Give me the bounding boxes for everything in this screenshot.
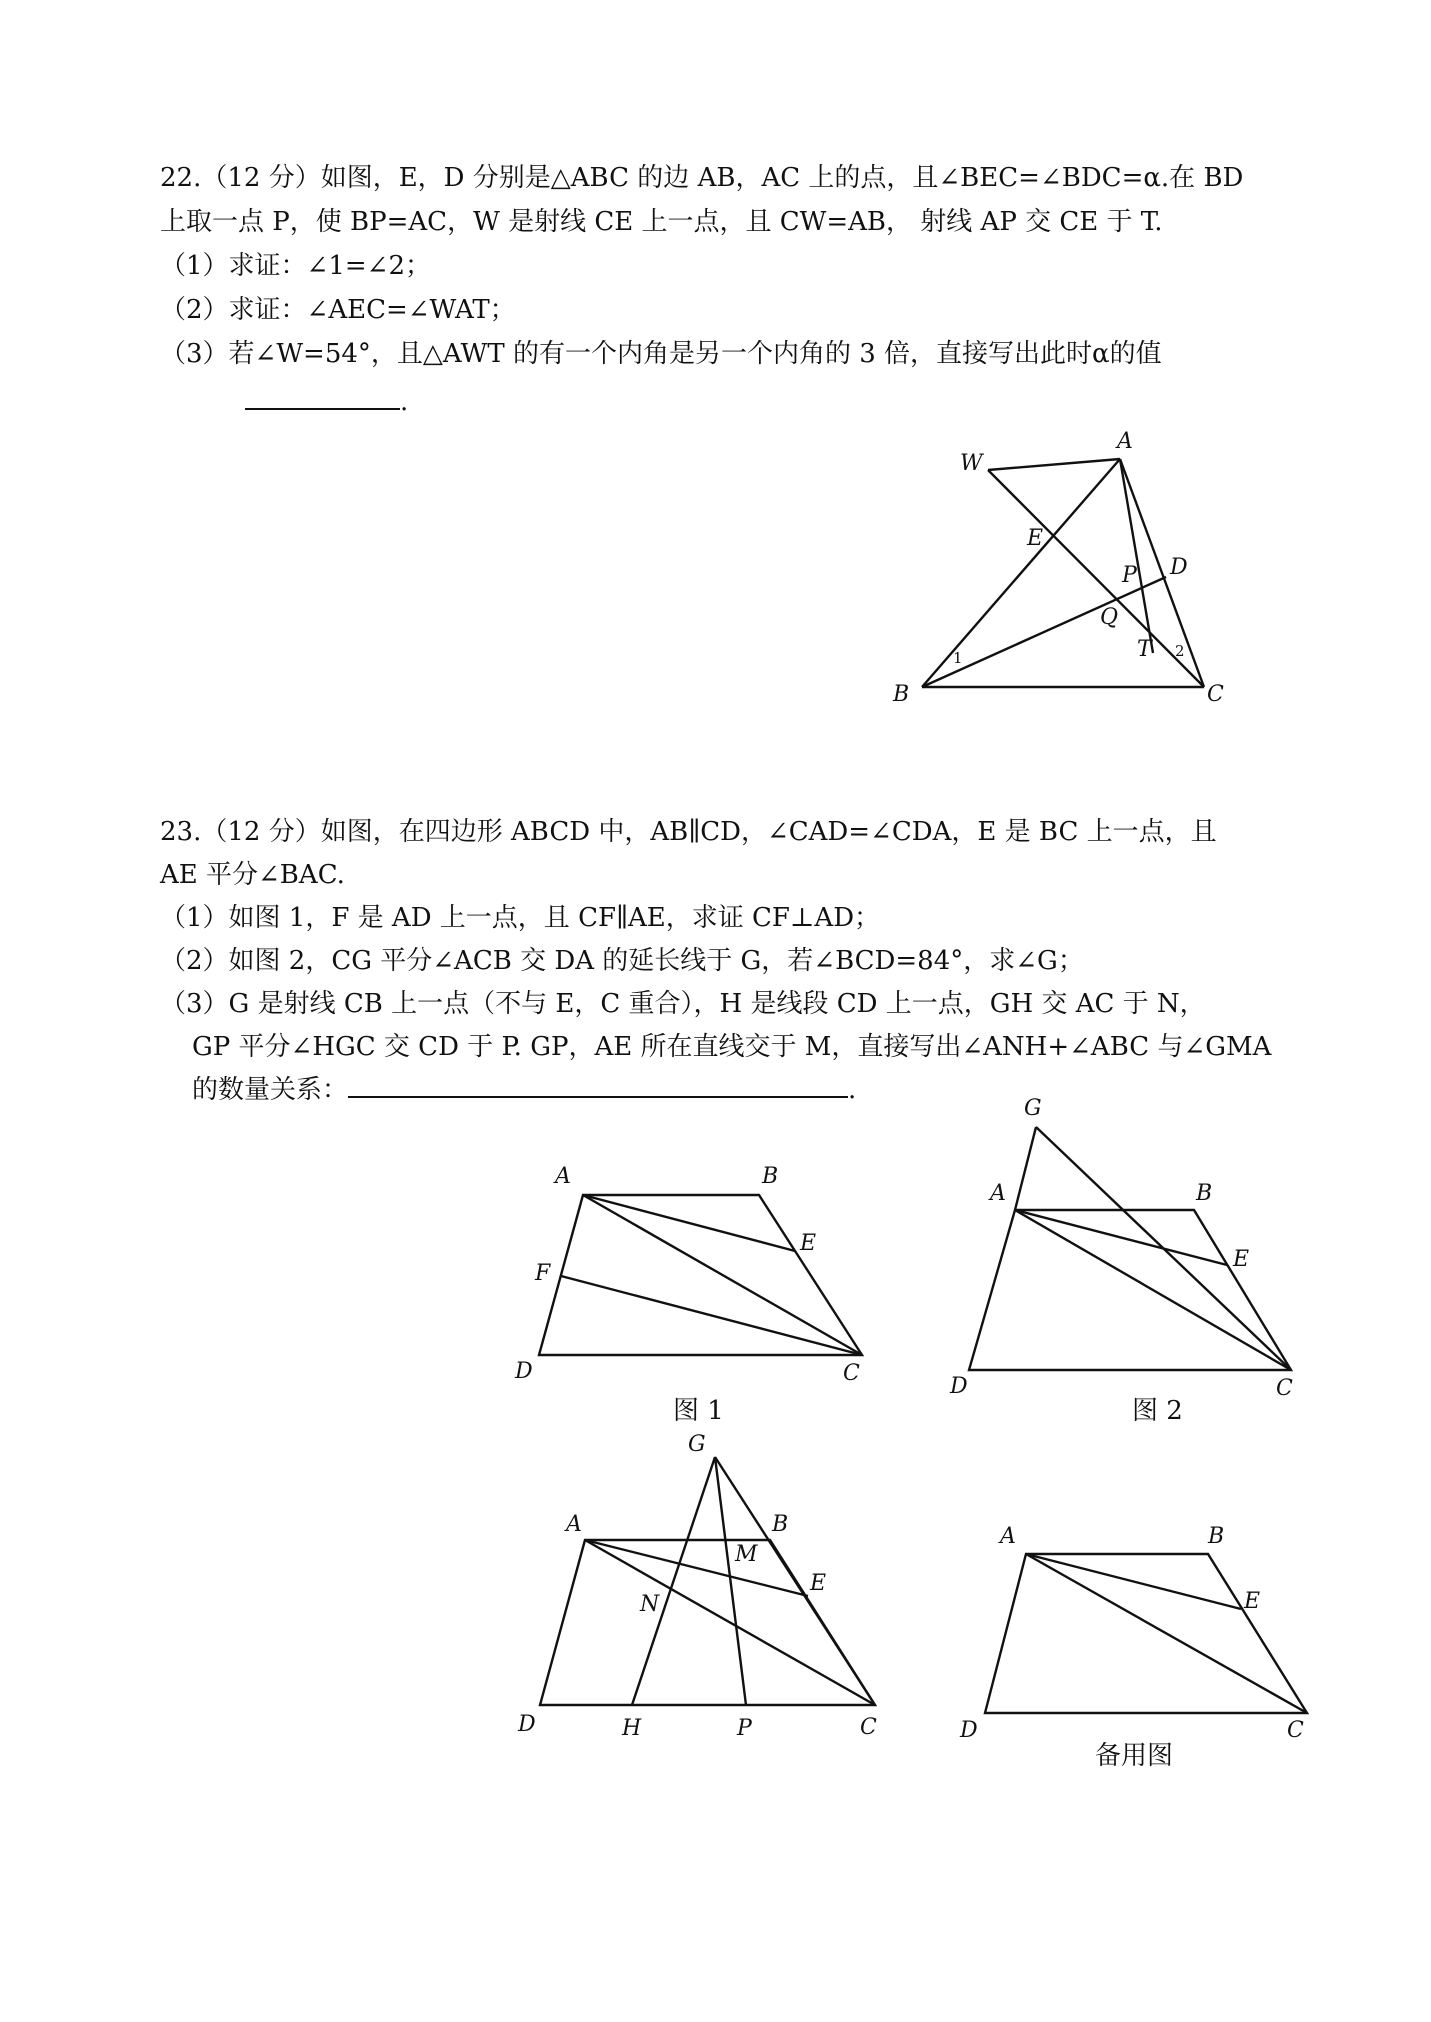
label-a: A bbox=[1117, 429, 1133, 454]
fig4-label-c: C bbox=[1287, 1718, 1304, 1743]
label-b: B bbox=[893, 682, 910, 707]
fig2-extension-ag bbox=[1015, 1127, 1036, 1210]
figure-1 bbox=[514, 1164, 862, 1386]
caption-figure-2: 图 2 bbox=[1132, 1396, 1183, 1426]
fig1-label-d: D bbox=[515, 1359, 533, 1384]
q23-part3-a: （3）G 是射线 CB 上一点（不与 E，C 重合），H 是线段 CD 上一点，GH 交 AC 于 N， bbox=[160, 989, 1206, 1019]
caption-figure-1: 图 1 bbox=[673, 1396, 724, 1426]
figure-spare bbox=[959, 1524, 1307, 1743]
fig3-label-b: B bbox=[772, 1512, 789, 1537]
fig3-label-e: E bbox=[810, 1571, 827, 1596]
label-angle-1: 1 bbox=[953, 649, 963, 667]
fig2-label-e: E bbox=[1233, 1247, 1250, 1272]
q22-line1: 22.（12 分）如图，E，D 分别是△ABC 的边 AB，AC 上的点，且∠BEC=∠BDC=α.在 BD bbox=[160, 163, 1244, 193]
fig4-label-a: A bbox=[1000, 1524, 1016, 1549]
fig3-segment-gh bbox=[632, 1457, 715, 1705]
fig3-label-h: H bbox=[622, 1716, 642, 1741]
label-t: T bbox=[1137, 637, 1152, 662]
fig3-label-d: D bbox=[518, 1712, 536, 1737]
fig3-label-p: P bbox=[737, 1716, 752, 1741]
fig3-label-n: N bbox=[640, 1592, 660, 1617]
caption-spare-figure: 备用图 bbox=[1095, 1741, 1174, 1771]
q22-line2: 上取一点 P，使 BP=AC，W 是射线 CE 上一点，且 CW=AB， 射线 AP 交 CE 于 T. bbox=[160, 207, 1163, 237]
fig4-quadrilateral bbox=[985, 1554, 1307, 1713]
fig2-quadrilateral bbox=[969, 1210, 1291, 1370]
fig3-label-c: C bbox=[860, 1715, 877, 1740]
q22-answer-period: . bbox=[400, 387, 409, 417]
q22-part1: （1）求证：∠1=∠2； bbox=[160, 251, 431, 281]
fig3-segment-gp bbox=[715, 1457, 746, 1705]
fig4-diagonal-ac bbox=[1026, 1554, 1307, 1713]
q23-part3-c: 的数量关系： bbox=[192, 1075, 349, 1105]
label-d: D bbox=[1170, 555, 1188, 580]
q23-part3-b: GP 平分∠HGC 交 CD 于 P. GP，AE 所在直线交于 M，直接写出∠ANH+∠ABC 与∠GMA bbox=[192, 1032, 1272, 1062]
fig2-label-c: C bbox=[1276, 1376, 1293, 1401]
fig2-label-d: D bbox=[950, 1374, 968, 1399]
fig1-diagonal-ac bbox=[583, 1195, 862, 1355]
fig3-diagonal-ac bbox=[585, 1540, 875, 1705]
fig3-label-a: A bbox=[566, 1512, 582, 1537]
fig1-label-c: C bbox=[843, 1361, 860, 1386]
fig2-label-a: A bbox=[990, 1181, 1006, 1206]
q22-part2: （2）求证：∠AEC=∠WAT； bbox=[160, 295, 516, 325]
fig1-label-e: E bbox=[800, 1231, 817, 1256]
q23-part2: （2）如图 2，CG 平分∠ACB 交 DA 的延长线于 G，若∠BCD=84°，求∠G； bbox=[160, 946, 1084, 976]
fig4-segment-ae bbox=[1026, 1554, 1241, 1609]
fig1-label-a: A bbox=[555, 1164, 571, 1189]
label-e: E bbox=[1027, 526, 1044, 551]
fig4-label-e: E bbox=[1244, 1589, 1261, 1614]
fig3-label-m: M bbox=[735, 1542, 758, 1567]
figure-3 bbox=[517, 1432, 877, 1741]
fig2-label-b: B bbox=[1196, 1181, 1213, 1206]
fig3-label-g: G bbox=[688, 1432, 706, 1457]
label-w: W bbox=[960, 451, 983, 476]
fig2-diagonal-ac bbox=[1015, 1210, 1291, 1370]
fig3-quadrilateral bbox=[540, 1540, 875, 1705]
q23-line1: 23.（12 分）如图，在四边形 ABCD 中，AB∥CD，∠CAD=∠CDA，E 是 BC 上一点，且 bbox=[160, 817, 1217, 847]
label-angle-2: 2 bbox=[1175, 642, 1185, 660]
label-c: C bbox=[1207, 682, 1224, 707]
fig3-segment-gc bbox=[715, 1457, 875, 1705]
figure-2 bbox=[949, 1096, 1293, 1401]
fig1-quadrilateral bbox=[539, 1195, 862, 1355]
fig4-label-d: D bbox=[960, 1718, 978, 1743]
fig2-label-g: G bbox=[1024, 1096, 1042, 1121]
fig1-label-b: B bbox=[762, 1164, 779, 1189]
label-q: Q bbox=[1100, 605, 1119, 630]
label-p: P bbox=[1122, 563, 1137, 588]
q23-line2: AE 平分∠BAC. bbox=[160, 860, 345, 890]
fig1-segment-cf bbox=[561, 1276, 862, 1355]
fig4-label-b: B bbox=[1208, 1524, 1225, 1549]
q23-part1: （1）如图 1，F 是 AD 上一点，且 CF∥AE，求证 CF⊥AD； bbox=[160, 903, 881, 933]
fig1-label-f: F bbox=[535, 1261, 551, 1286]
fig2-segment-ae bbox=[1015, 1210, 1227, 1265]
q23-answer-period: . bbox=[848, 1075, 857, 1105]
q22-part3: （3）若∠W=54°，且△AWT 的有一个内角是另一个内角的 3 倍，直接写出此时α的值 bbox=[160, 339, 1162, 369]
